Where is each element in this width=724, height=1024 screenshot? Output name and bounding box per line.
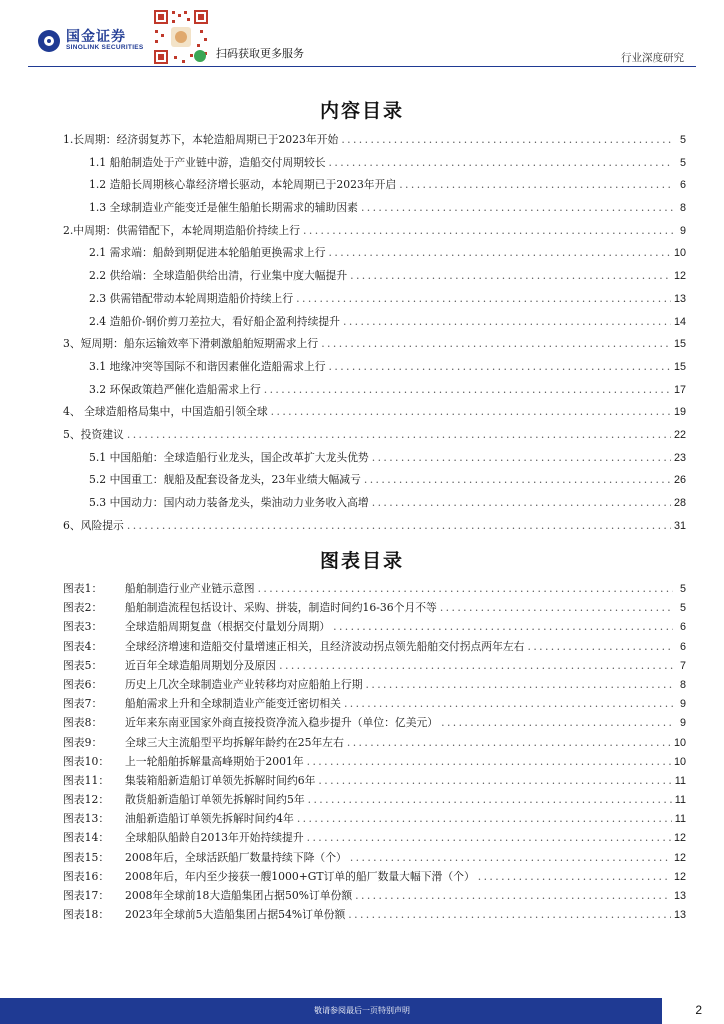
figure-entry-page: 11: [674, 813, 686, 826]
toc-entry-page: 15: [673, 338, 686, 351]
header-divider: [28, 66, 696, 67]
figure-entry[interactable]: [63, 658, 686, 677]
figure-entry-page: 9: [679, 717, 686, 730]
toc-entry[interactable]: [63, 155, 686, 178]
figure-leader-dots: [333, 620, 673, 633]
toc-entry-title: 1.1 船舶制造处于产业链中游，造船交付周期较长: [89, 155, 326, 169]
figure-entry-page: 12: [673, 870, 686, 883]
toc-entry-page: 15: [673, 360, 686, 373]
toc-entry-title: 1.长周期：经济弱复苏下，本轮造船周期已于2023年开始: [63, 133, 339, 146]
toc-leader-dots: [350, 269, 671, 282]
figure-leader-dots: [350, 851, 671, 864]
toc-leader-dots: [329, 360, 671, 373]
figure-entry-label: 图表1：: [63, 582, 103, 595]
toc-entry-page: 26: [673, 474, 686, 487]
toc-leader-dots: [372, 451, 671, 464]
figure-entry-label: 图表7：: [63, 697, 103, 711]
toc-entry[interactable]: [63, 245, 686, 268]
figure-entry[interactable]: [63, 888, 686, 907]
figure-leader-dots: [440, 601, 673, 614]
toc-entry-title: 3、短周期：船东运输效率下滑刺激船舶短期需求上行: [63, 337, 319, 351]
toc-leader-dots: [296, 292, 671, 305]
figure-entry-title: 散货船新造船订单领先拆解时间约5年: [125, 793, 305, 807]
figure-entry-label: 图表18：: [63, 908, 110, 922]
figure-entry-title: 近百年全球造船周期划分及原因: [125, 658, 277, 672]
toc-entry-title: 2.2 供给端：全球造船供给出清，行业集中度大幅提升: [89, 269, 348, 283]
toc-entry[interactable]: [63, 200, 686, 223]
figure-entry-page: 6: [679, 621, 686, 634]
figure-entry-title: 2008年后，年内至少接获一艘1000+GT订单的船厂数量大幅下滑（个）: [125, 869, 475, 883]
toc-leader-dots: [271, 405, 671, 418]
figure-entry-page: 5: [679, 602, 686, 615]
toc-entry[interactable]: [63, 382, 686, 405]
toc-leader-dots: [127, 428, 671, 441]
toc-entry-title: 2.4 造船价-钢价剪刀差拉大，看好船企盈利持续提升: [89, 314, 340, 328]
figure-entry-label: 图表14：: [63, 831, 110, 845]
figure-entry-page: 10: [673, 755, 686, 768]
toc-leader-dots: [321, 337, 671, 350]
figure-entry-title: 2008年全球前18大造船集团占据50%订单份额: [125, 889, 353, 902]
toc-entry-page: 5: [679, 134, 686, 146]
toc-entry-title: 3.1 地缘冲突等国际不和谐因素催化造船需求上行: [89, 359, 326, 373]
figure-entry-title: 上一轮船舶拆解量高峰期始于2001年: [125, 754, 304, 768]
figure-entry-page: 7: [679, 659, 686, 672]
toc-entry-title: 5.3 中国动力：国内动力装备龙头，柴油动力业务收入高增: [89, 496, 369, 509]
figure-entry[interactable]: [63, 792, 686, 811]
toc-leader-dots: [264, 383, 671, 396]
figure-entry-page: 8: [679, 678, 686, 691]
figure-leader-dots: [279, 659, 673, 672]
toc-leader-dots: [343, 315, 671, 328]
figure-entry[interactable]: [63, 773, 686, 792]
figure-entry-label: 图表2：: [63, 601, 103, 615]
figure-entry[interactable]: [63, 619, 686, 638]
toc-leader-dots: [341, 133, 673, 146]
toc-leader-dots: [303, 224, 673, 237]
toc-entry-title: 4、 全球造船格局集中，中国造船引领全球: [63, 405, 268, 419]
toc-entry-page: 8: [679, 202, 686, 215]
figure-leader-dots: [441, 716, 673, 729]
figure-leader-dots: [307, 755, 671, 768]
figure-entry-title: 船舶需求上升和全球制造业产能变迁密切相关: [125, 697, 341, 711]
toc-entry[interactable]: [63, 359, 686, 382]
figure-entry-label: 图表3：: [63, 620, 103, 634]
toc-entry[interactable]: [63, 472, 686, 495]
toc-entry-title: 3.2 环保政策趋严催化造船需求上行: [89, 382, 261, 396]
toc-entry-title: 6、风险提示: [63, 518, 124, 532]
toc-entry-page: 13: [673, 292, 686, 305]
toc-entry-page: 28: [673, 497, 686, 509]
logo-chinese-name: 国金证券: [66, 29, 126, 46]
figure-entry-label: 图表8：: [63, 716, 103, 730]
toc-entry[interactable]: [63, 404, 686, 427]
toc-entry-page: 10: [673, 247, 686, 260]
figure-entry[interactable]: [63, 696, 686, 715]
figure-leader-dots: [348, 908, 671, 921]
figure-list-title: 图表目录: [319, 550, 404, 572]
figure-entry-page: 9: [679, 698, 686, 711]
toc-leader-dots: [364, 473, 671, 486]
toc-leader-dots: [399, 178, 673, 191]
figure-leader-dots: [366, 678, 673, 691]
figure-entry-label: 图表11：: [63, 773, 110, 787]
figure-entry-label: 图表12：: [63, 793, 110, 807]
figure-entry-label: 图表17：: [63, 889, 110, 902]
toc-entry[interactable]: [63, 291, 686, 314]
toc-entry[interactable]: [63, 450, 686, 473]
toc-entry-page: 31: [673, 519, 686, 532]
qr-code-icon[interactable]: [152, 8, 210, 66]
figure-leader-dots: [297, 812, 672, 825]
figure-leader-dots: [308, 793, 672, 806]
figure-entry-page: 12: [673, 851, 686, 864]
figure-entry-label: 图表5：: [63, 658, 103, 672]
figure-entry-page: 13: [673, 890, 686, 902]
figure-leader-dots: [347, 736, 671, 749]
figure-entry-label: 图表16：: [63, 869, 110, 883]
figure-entry[interactable]: [63, 581, 686, 600]
logo-mark-icon: [38, 30, 60, 52]
figure-leader-dots: [344, 697, 673, 710]
toc-entry-title: 1.2 造船长周期核心靠经济增长驱动，本轮周期已于2023年开启: [89, 178, 397, 192]
figure-entry[interactable]: [63, 869, 686, 888]
toc-entry[interactable]: [63, 132, 686, 155]
toc-title: 内容目录: [319, 100, 404, 122]
figure-leader-dots: [527, 640, 673, 653]
figure-entry[interactable]: [63, 639, 686, 658]
figure-entry-label: 图表4：: [63, 639, 103, 653]
scan-for-service-text: 扫码获取更多服务: [216, 47, 304, 60]
figure-entry-title: 近年来东南亚国家外商直接投资净流入稳步提升（单位：亿美元）: [125, 716, 439, 730]
toc-entry[interactable]: [63, 495, 686, 518]
toc-leader-dots: [329, 156, 673, 169]
report-type-label: 行业深度研究: [621, 52, 684, 64]
figure-entry-title: 油船新造船订单领先拆解时间约4年: [125, 812, 294, 826]
table-of-contents: [63, 132, 686, 540]
figure-entry[interactable]: [63, 600, 686, 619]
figure-leader-dots: [478, 870, 671, 883]
figure-entry[interactable]: [63, 811, 686, 830]
toc-entry[interactable]: [63, 223, 686, 246]
figure-entry[interactable]: [63, 830, 686, 849]
figure-entry-page: 11: [674, 794, 686, 807]
toc-entry[interactable]: [63, 268, 686, 291]
figure-entry[interactable]: [63, 677, 686, 696]
figure-entry-title: 2023年全球前5大造船集团占据54%订单份额: [125, 908, 346, 922]
toc-entry[interactable]: [63, 518, 686, 541]
toc-entry-title: 2.中周期：供需错配下，本轮周期造船价持续上行: [63, 223, 301, 237]
list-of-figures: [63, 581, 686, 926]
toc-entry-page: 12: [673, 270, 686, 283]
toc-entry-title: 1.3 全球制造业产能变迁是催生船舶长期需求的辅助因素: [89, 201, 358, 215]
page-number: 2: [695, 1003, 702, 1017]
figure-entry-title: 全球三大主流船型平均拆解年龄约在25年左右: [125, 735, 344, 749]
figure-entry-label: 图表10：: [63, 754, 110, 768]
figure-entry-page: 12: [673, 832, 686, 845]
footer-page-block: [662, 998, 724, 1024]
company-logo: [38, 30, 144, 52]
toc-entry-page: 19: [673, 406, 686, 419]
figure-entry-title: 船舶制造行业产业链示意图: [125, 582, 255, 595]
figure-leader-dots: [318, 774, 671, 787]
figure-entry-page: 10: [673, 736, 686, 749]
figure-entry-label: 图表15：: [63, 850, 110, 864]
figure-entry-page: 6: [679, 640, 686, 653]
figure-entry-label: 图表13：: [63, 812, 110, 826]
figure-entry[interactable]: [63, 735, 686, 754]
toc-entry-title: 2.3 供需错配带动本轮周期造船价持续上行: [89, 291, 294, 305]
toc-entry[interactable]: [63, 314, 686, 337]
toc-entry-page: 22: [673, 428, 686, 441]
toc-entry-page: 23: [673, 451, 686, 464]
figure-entry-title: 船舶制造流程包括设计、采购、拼装，制造时间约16-36个月不等: [125, 601, 437, 615]
figure-entry-page: 13: [673, 909, 686, 922]
toc-leader-dots: [372, 496, 671, 509]
toc-leader-dots: [361, 201, 673, 214]
figure-entry[interactable]: [63, 754, 686, 773]
figure-entry-title: 历史上几次全球制造业产业转移均对应船舶上行期: [125, 677, 363, 691]
toc-entry-title: 2.1 需求端：船龄到期促进本轮船舶更换需求上行: [89, 246, 326, 260]
figure-leader-dots: [355, 889, 671, 902]
toc-entry-title: 5、投资建议: [63, 427, 124, 441]
figure-entry-page: 5: [679, 583, 686, 595]
figure-entry-title: 全球船队船龄自2013年开始持续提升: [125, 831, 304, 845]
figure-entry-label: 图表6：: [63, 677, 103, 691]
footer-disclaimer: 敬请参阅最后一页特别声明: [314, 1006, 410, 1015]
toc-entry[interactable]: [63, 177, 686, 200]
figure-entry-title: 全球造船周期复盘（根据交付量划分周期）: [125, 620, 331, 634]
figure-entry-title: 2008年后，全球活跃船厂数量持续下降（个）: [125, 850, 347, 864]
figure-entry-title: 全球经济增速和造船交付量增速正相关，且经济波动拐点领先船舶交付拐点两年左右: [125, 639, 525, 653]
figure-leader-dots: [258, 582, 673, 595]
figure-entry[interactable]: [63, 907, 686, 926]
toc-entry[interactable]: [63, 336, 686, 359]
toc-entry-title: 5.1 中国船舶：全球造船行业龙头，国企改革扩大龙头优势: [89, 450, 369, 464]
figure-entry-page: 11: [674, 774, 686, 787]
toc-entry-page: 17: [673, 383, 686, 396]
toc-entry-page: 14: [673, 315, 686, 328]
figure-entry-label: 图表9：: [63, 735, 103, 749]
toc-entry-page: 9: [679, 224, 686, 237]
page-header: [0, 0, 724, 66]
figure-entry[interactable]: [63, 715, 686, 734]
figure-entry[interactable]: [63, 850, 686, 869]
toc-entry-title: 5.2 中国重工：舰船及配套设备龙头，23年业绩大幅减亏: [89, 473, 361, 487]
toc-entry[interactable]: [63, 427, 686, 450]
toc-entry-page: 5: [679, 156, 686, 169]
toc-leader-dots: [329, 246, 671, 259]
figure-leader-dots: [307, 831, 671, 844]
logo-english-name: SINOLINK SECURITIES: [66, 43, 144, 51]
figure-entry-title: 集装箱船新造船订单领先拆解时间约6年: [125, 773, 316, 787]
toc-leader-dots: [127, 519, 671, 532]
toc-entry-page: 6: [679, 179, 686, 192]
